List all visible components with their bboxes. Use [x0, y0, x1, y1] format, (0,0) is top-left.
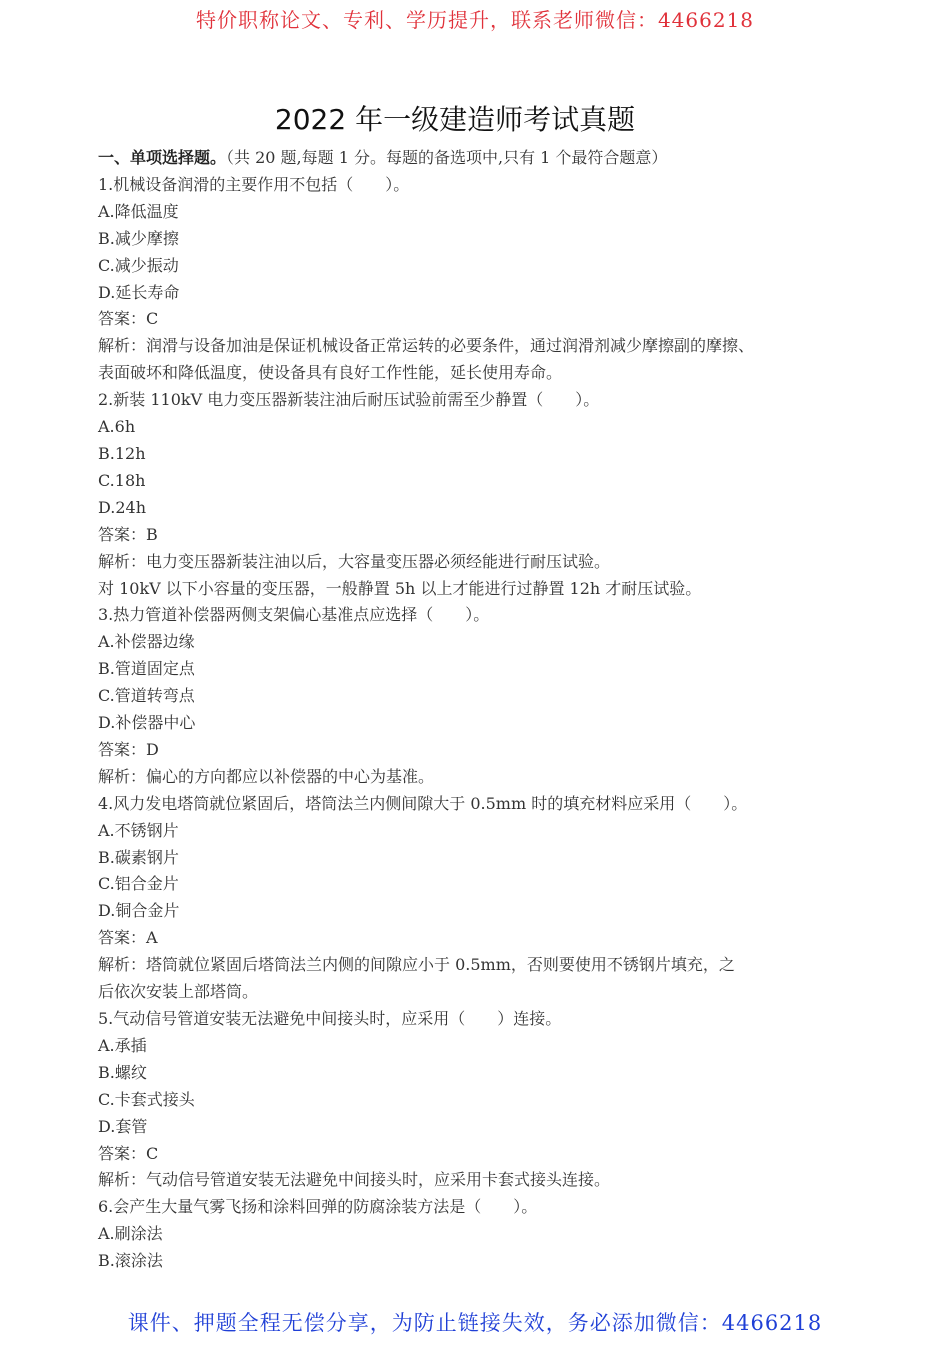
option-line: D.铜合金片	[98, 901, 180, 921]
option-line: D.补偿器中心	[98, 713, 196, 733]
answer-line: 答案：A	[98, 928, 158, 948]
bottom-banner: 课件、押题全程无偿分享，为防止链接失效，务必添加微信：4466218	[127, 1311, 823, 1335]
option-line: C.减少振动	[98, 255, 179, 275]
question-list	[98, 145, 838, 1275]
explanation-line: 解析：气动信号管道安装无法避免中间接头时，应采用卡套式接头连接。	[98, 1170, 611, 1190]
answer-line: 答案：C	[98, 1143, 159, 1163]
document-title: 2022 年一级建造师考试真题	[274, 103, 636, 136]
option-line: A.降低温度	[98, 201, 179, 221]
question-text: 5.气动信号管道安装无法避免中间接头时，应采用（ ）连接。	[98, 1009, 562, 1028]
option-line: B.碳素钢片	[98, 847, 179, 867]
option-line: B.减少摩擦	[98, 228, 179, 248]
option-line: C.管道转弯点	[98, 686, 195, 706]
option-line: D.24h	[98, 497, 147, 517]
option-line: B.滚涂法	[98, 1251, 163, 1271]
question-text: 4.风力发电塔筒就位紧固后，塔筒法兰内侧间隙大于 0.5mm 时的填充材料应采用（ ）。	[98, 793, 748, 813]
explanation-line: 表面破坏和降低温度，使设备具有良好工作性能，延长使用寿命。	[98, 363, 563, 383]
option-line: B.管道固定点	[98, 659, 195, 679]
explanation-line: 对 10kV 以下小容量的变压器，一般静置 5h 以上才能进行过静置 12h 才耐压试验。	[98, 578, 702, 598]
answer-line: 答案：D	[98, 739, 159, 759]
explanation-line: 解析：塔筒就位紧固后塔筒法兰内侧的间隙应小于 0.5mm，否则要使用不锈钢片填充，之	[98, 955, 735, 975]
section-note: （共 20 题,每题 1 分。每题的备选项中,只有 1 个最符合题意）	[226, 148, 668, 167]
option-line: D.套管	[98, 1116, 148, 1136]
option-line: D.延长寿命	[98, 282, 180, 302]
question-text: 1.机械设备润滑的主要作用不包括（ ）。	[98, 174, 410, 194]
explanation-line: 解析：润滑与设备加油是保证机械设备正常运转的必要条件，通过润滑剂减少摩擦副的摩擦、	[98, 336, 755, 356]
option-line: B.12h	[98, 443, 146, 463]
answer-line: 答案：B	[98, 524, 158, 544]
question-text: 3.热力管道补偿器两侧支架偏心基准点应选择（ ）。	[98, 605, 490, 625]
option-line: C.18h	[98, 470, 146, 490]
option-line: C.卡套式接头	[98, 1089, 195, 1109]
section-heading	[98, 145, 838, 172]
option-line: A.6h	[98, 417, 136, 437]
question-text: 6.会产生大量气雾飞扬和涂料回弹的防腐涂装方法是（ ）。	[98, 1197, 538, 1217]
option-line: A.刷涂法	[98, 1224, 163, 1244]
question-text: 2.新装 110kV 电力变压器新装注油后耐压试验前需至少静置（ ）。	[98, 390, 600, 410]
section-heading-label: 一、单项选择题。	[98, 148, 227, 167]
option-line: A.补偿器边缘	[98, 632, 195, 652]
explanation-line: 后依次安装上部塔筒。	[98, 982, 259, 1002]
option-line: B.螺纹	[98, 1062, 147, 1082]
top-banner: 特价职称论文、专利、学历提升，联系老师微信：4466218	[195, 8, 755, 32]
option-line: A.承插	[98, 1035, 147, 1055]
answer-line: 答案：C	[98, 309, 159, 329]
explanation-line: 解析：电力变压器新装注油以后，大容量变压器必须经能进行耐压试验。	[98, 551, 611, 571]
option-line: A.不锈钢片	[98, 820, 179, 840]
explanation-line: 解析：偏心的方向都应以补偿器的中心为基准。	[98, 766, 435, 786]
option-line: C.铝合金片	[98, 874, 179, 894]
